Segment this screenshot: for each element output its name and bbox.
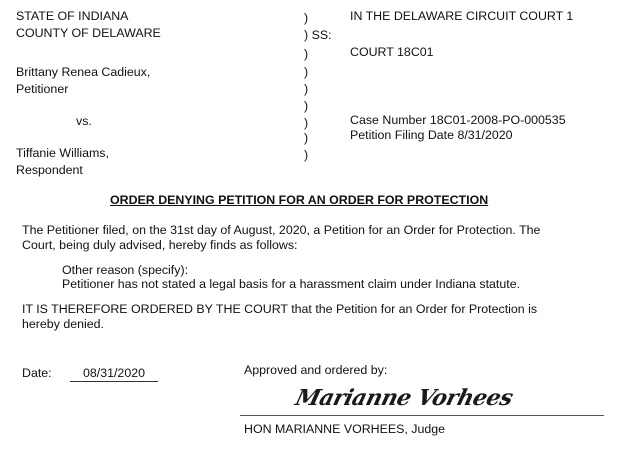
petitioner-label: Petitioner bbox=[16, 82, 69, 96]
caption-divider: ) bbox=[304, 47, 309, 61]
filing-date: Petition Filing Date 8/31/2020 bbox=[350, 128, 513, 142]
caption-divider: ) bbox=[304, 148, 309, 162]
approved-label: Approved and ordered by: bbox=[244, 363, 388, 377]
versus-label: vs. bbox=[76, 114, 92, 128]
order-line-2: hereby denied. bbox=[22, 317, 104, 331]
reason-text: Petitioner has not stated a legal basis for a harassment claim under Indiana statute. bbox=[62, 277, 521, 291]
court-name: IN THE DELAWARE CIRCUIT COURT 1 bbox=[350, 9, 574, 23]
caption-divider: ) bbox=[304, 65, 309, 79]
caption-divider: ) bbox=[304, 99, 309, 113]
state-line: STATE OF INDIANA bbox=[16, 9, 129, 23]
order-title: ORDER DENYING PETITION FOR AN ORDER FOR PROTECTION bbox=[110, 193, 489, 207]
reason-label: Other reason (specify): bbox=[62, 263, 189, 277]
order-line-1: IT IS THEREFORE ORDERED BY THE COURT that the Petition for an Order for Protection is bbox=[22, 302, 538, 316]
judge-name: HON MARIANNE VORHEES, Judge bbox=[244, 422, 446, 436]
date-label: Date: bbox=[22, 366, 52, 380]
date-underline bbox=[70, 381, 158, 382]
caption-divider: ) bbox=[304, 131, 309, 145]
caption-divider: ) bbox=[304, 11, 309, 25]
judge-signature: Marianne Vorhees bbox=[292, 385, 516, 411]
county-line: COUNTY OF DELAWARE bbox=[16, 26, 161, 40]
respondent-label: Respondent bbox=[16, 163, 83, 177]
case-number: Case Number 18C01-2008-PO-000535 bbox=[350, 113, 566, 127]
date-value: 08/31/2020 bbox=[82, 366, 145, 380]
findings-line-2: Court, being duly advised, hereby finds as follows: bbox=[22, 238, 298, 252]
caption-divider-ss: ) SS: bbox=[304, 28, 332, 42]
caption-divider: ) bbox=[304, 116, 309, 130]
respondent-name: Tiffanie Williams, bbox=[16, 146, 109, 160]
caption-divider: ) bbox=[304, 82, 309, 96]
petitioner-name: Brittany Renea Cadieux, bbox=[16, 65, 151, 79]
signature-line bbox=[240, 415, 604, 416]
findings-line-1: The Petitioner filed, on the 31st day of August, 2020, a Petition for an Order for Protection. The bbox=[22, 223, 541, 237]
court-number: COURT 18C01 bbox=[350, 45, 434, 59]
